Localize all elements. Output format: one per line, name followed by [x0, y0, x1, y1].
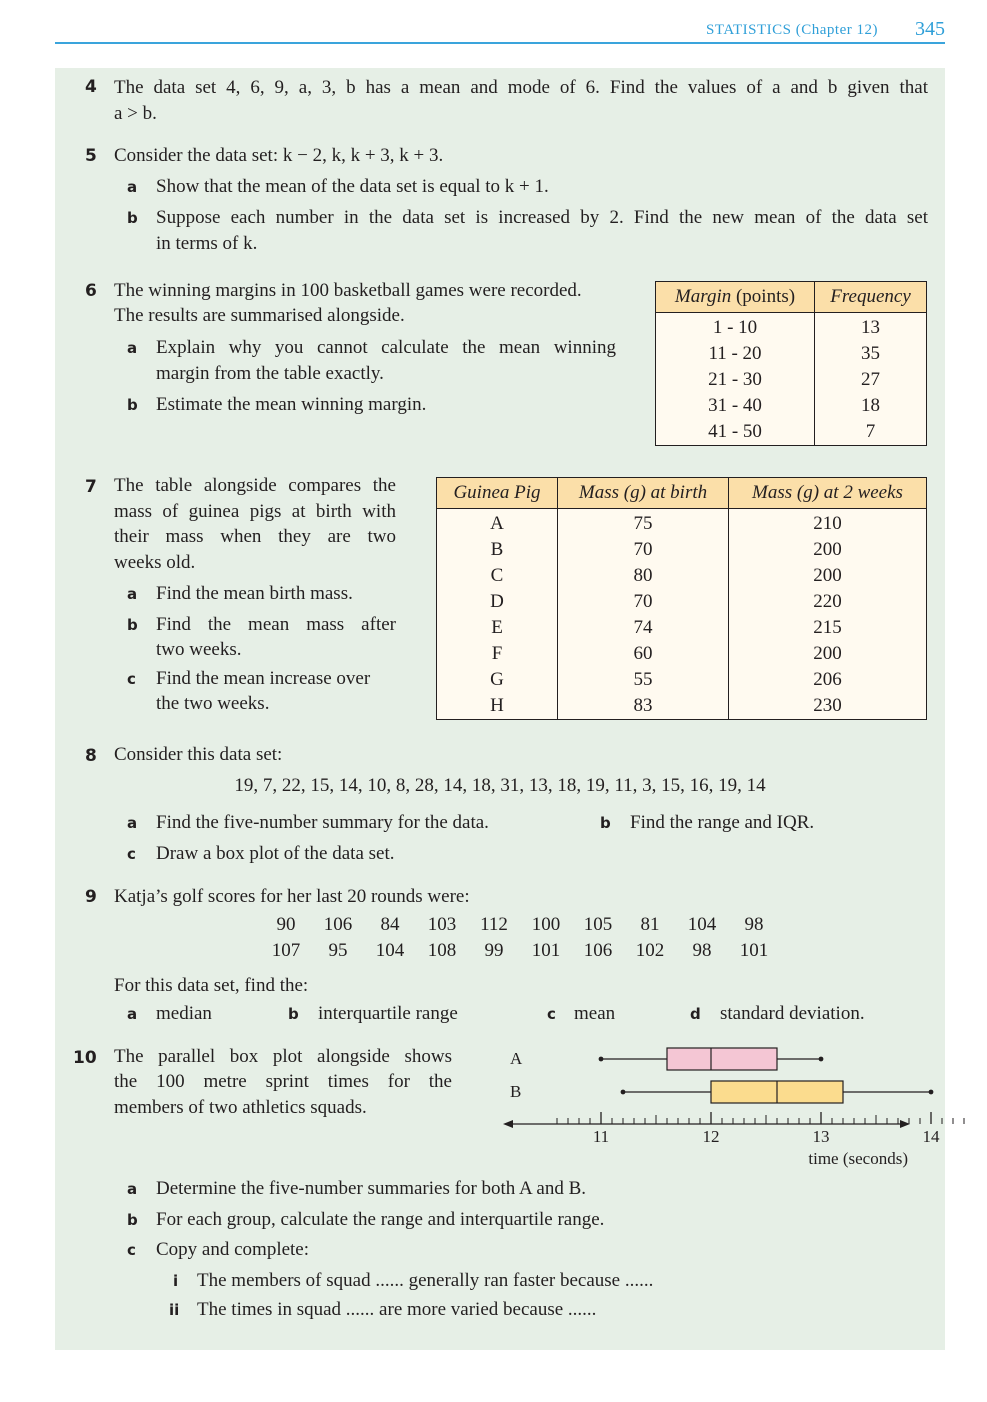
part-10a-text: Determine the five-number summaries for both A and B. [156, 1178, 587, 1199]
question-10-text-cont: members of two athletics squads. [114, 1097, 367, 1118]
question-5-text: Consider the data set: k − 2, k, k + 3, k + 3. [114, 145, 444, 166]
part-7c-label: c [127, 670, 136, 688]
table-row [437, 667, 927, 693]
table-row [437, 641, 927, 667]
tick-label: 13 [812, 1127, 830, 1146]
table-cell: 70 [558, 537, 729, 563]
parallel-box-plot [485, 1040, 940, 1172]
axis-arrow-left [503, 1120, 513, 1128]
part-9a-label: a [127, 1005, 138, 1023]
score-value: 90 [276, 914, 296, 935]
table-row [656, 419, 927, 446]
question-6-text: The winning margins in 100 basketball games were recorded. [114, 280, 582, 301]
part-9d-text: standard deviation. [720, 1003, 865, 1024]
table-header: Guinea Pig [437, 478, 558, 509]
table-cell: H [437, 693, 558, 720]
question-7-number: 7 [85, 477, 97, 497]
page-header [55, 18, 945, 44]
part-9b-label: b [288, 1005, 299, 1023]
table-row [437, 509, 927, 538]
score-value: 101 [531, 940, 561, 961]
tick-label: 12 [702, 1127, 720, 1146]
table-cell: 80 [558, 563, 729, 589]
table-cell: 41 - 50 [656, 419, 815, 446]
table-cell: F [437, 641, 558, 667]
score-value: 106 [323, 914, 353, 935]
table-cell: 21 - 30 [656, 367, 815, 393]
question-4-number: 4 [85, 77, 97, 97]
table-header: Mass (g) at birth [558, 478, 729, 509]
table-header-italic: Margin [674, 286, 732, 307]
max-point-a [819, 1057, 824, 1062]
question-8-number: 8 [85, 746, 97, 766]
page-number: 345 [915, 18, 945, 40]
part-5b-label: b [127, 209, 138, 227]
part-8c-label: c [127, 845, 136, 863]
table-row [437, 589, 927, 615]
score-value: 102 [635, 940, 665, 961]
part-6a-text-cont: margin from the table exactly. [156, 363, 384, 384]
part-7b-text: Find the mean mass after [156, 614, 396, 635]
table-header: Frequency [815, 282, 927, 313]
table-cell: C [437, 563, 558, 589]
part-7b-text-cont: two weeks. [156, 639, 242, 660]
part-10ci-text: The members of squad ...... generally ran faster because ...... [197, 1270, 654, 1291]
table-cell: 210 [729, 509, 927, 538]
score-value: 107 [271, 940, 301, 961]
table-cell: 220 [729, 589, 927, 615]
part-8b-text: Find the range and IQR. [630, 812, 815, 833]
score-value: 95 [328, 940, 348, 961]
table-cell: 27 [815, 367, 927, 393]
table-cell: B [437, 537, 558, 563]
table-header: Mass (g) at 2 weeks [729, 478, 927, 509]
score-value: 99 [484, 940, 504, 961]
part-5a-text: Show that the mean of the data set is equal to k + 1. [156, 176, 549, 197]
min-point-a [599, 1057, 604, 1062]
question-10-text-cont: the 100 metre sprint times for the [114, 1071, 452, 1092]
table-cell: 55 [558, 667, 729, 693]
table-row [437, 563, 927, 589]
part-6b-text: Estimate the mean winning margin. [156, 394, 427, 415]
table-cell: 206 [729, 667, 927, 693]
question-5-number: 5 [85, 146, 97, 166]
series-a-label: A [510, 1049, 523, 1068]
score-value: 104 [375, 940, 405, 961]
table-row [656, 341, 927, 367]
table-header-rest: (points) [731, 286, 796, 307]
table-cell: 35 [815, 341, 927, 367]
part-7a-text: Find the mean birth mass. [156, 583, 353, 604]
part-5b-text: Suppose each number in the data set is increased by 2. Find the new mean of the data set [156, 207, 928, 228]
score-value: 84 [380, 914, 400, 935]
part-10a-label: a [127, 1180, 138, 1198]
table-row [656, 313, 927, 342]
box-a [667, 1048, 777, 1070]
table-cell: G [437, 667, 558, 693]
chapter-title: STATISTICS (Chapter 12) [706, 22, 878, 38]
table-cell: 74 [558, 615, 729, 641]
table-cell: 230 [729, 693, 927, 720]
score-value: 98 [744, 914, 764, 935]
table-cell: E [437, 615, 558, 641]
part-9c-label: c [547, 1005, 556, 1023]
part-9b-text: interquartile range [318, 1003, 458, 1024]
table-cell: 11 - 20 [656, 341, 815, 367]
part-6a-text: Explain why you cannot calculate the mean winning [156, 337, 616, 358]
question-7-text: The table alongside compares the [114, 475, 396, 496]
part-7c-text: Find the mean increase over [156, 668, 371, 689]
question-10-text: The parallel box plot alongside shows [114, 1046, 452, 1067]
score-value: 81 [640, 914, 660, 935]
score-value: 98 [692, 940, 712, 961]
table-cell: D [437, 589, 558, 615]
table-cell: 200 [729, 563, 927, 589]
table-cell: 1 - 10 [656, 313, 815, 342]
question-7-text-cont: mass of guinea pigs at birth with [114, 501, 396, 522]
score-value: 108 [427, 940, 457, 961]
part-9d-label: d [690, 1005, 701, 1023]
score-value: 112 [480, 914, 508, 935]
part-8c-text: Draw a box plot of the data set. [156, 843, 395, 864]
score-value: 103 [427, 914, 457, 935]
table-cell: 60 [558, 641, 729, 667]
part-10c-label: c [127, 1241, 136, 1259]
table-cell: 200 [729, 641, 927, 667]
exercise-panel [55, 68, 945, 1350]
table-row [656, 367, 927, 393]
table-cell: A [437, 509, 558, 538]
part-6b-label: b [127, 396, 138, 414]
axis-ticks [557, 1112, 964, 1146]
table-row [437, 693, 927, 720]
table-cell: 31 - 40 [656, 393, 815, 419]
question-9-number: 9 [85, 887, 97, 907]
part-8a-text: Find the five-number summary for the data. [156, 812, 489, 833]
question-7-text-cont: their mass when they are two [114, 526, 396, 547]
part-10cii-text: The times in squad ...... are more varied because ...... [197, 1299, 597, 1320]
question-6-text-cont: The results are summarised alongside. [114, 305, 405, 326]
table-cell: 13 [815, 313, 927, 342]
part-8b-label: b [600, 814, 611, 832]
question-8-data: 19, 7, 22, 15, 14, 10, 8, 28, 14, 18, 31, 13, 18, 19, 11, 3, 15, 16, 19, 14 [234, 775, 766, 796]
table-cell: 75 [558, 509, 729, 538]
question-4-text-cont: a > b. [114, 103, 157, 124]
part-9c-text: mean [574, 1003, 616, 1024]
x-axis-label: time (seconds) [808, 1149, 908, 1168]
question-6-number: 6 [85, 281, 97, 301]
tick-label: 11 [592, 1127, 610, 1146]
tick-label: 14 [922, 1127, 940, 1146]
part-10c-text: Copy and complete: [156, 1239, 310, 1260]
part-7c-text-cont: the two weeks. [156, 693, 270, 714]
table-cell: 83 [558, 693, 729, 720]
table-row [437, 537, 927, 563]
max-point-b [929, 1090, 934, 1095]
part-6a-label: a [127, 339, 138, 357]
question-9-find: For this data set, find the: [114, 975, 309, 996]
question-4-text: The data set 4, 6, 9, a, 3, b has a mean and mode of 6. Find the values of a and b given that [114, 77, 928, 98]
score-value: 105 [583, 914, 613, 935]
part-10b-label: b [127, 1211, 138, 1229]
table-header [656, 282, 815, 313]
score-value: 104 [687, 914, 717, 935]
part-10b-text: For each group, calculate the range and interquartile range. [156, 1209, 605, 1230]
question-10-number: 10 [73, 1048, 97, 1068]
question-9-text: Katja’s golf scores for her last 20 rounds were: [114, 886, 470, 907]
series-b-label: B [510, 1082, 522, 1101]
score-value: 100 [531, 914, 561, 935]
part-5a-label: a [127, 178, 138, 196]
part-7b-label: b [127, 616, 138, 634]
table-cell: 18 [815, 393, 927, 419]
table-row [437, 615, 927, 641]
box-plots [599, 1048, 934, 1103]
score-value: 101 [739, 940, 769, 961]
margin-frequency-table [655, 281, 927, 446]
part-8a-label: a [127, 814, 138, 832]
table-cell: 215 [729, 615, 927, 641]
min-point-b [621, 1090, 626, 1095]
part-5b-text-cont: in terms of k. [156, 233, 258, 254]
table-cell: 7 [815, 419, 927, 446]
table-row [656, 393, 927, 419]
question-7-text-cont: weeks old. [114, 552, 196, 573]
question-8-text: Consider this data set: [114, 744, 283, 765]
part-10ci-label: i [173, 1272, 179, 1290]
table-cell: 200 [729, 537, 927, 563]
table-cell: 70 [558, 589, 729, 615]
guinea-pig-table [436, 477, 927, 720]
part-10cii-label: ii [169, 1301, 180, 1319]
score-value: 106 [583, 940, 613, 961]
part-9a-text: median [156, 1003, 212, 1024]
part-7a-label: a [127, 585, 138, 603]
